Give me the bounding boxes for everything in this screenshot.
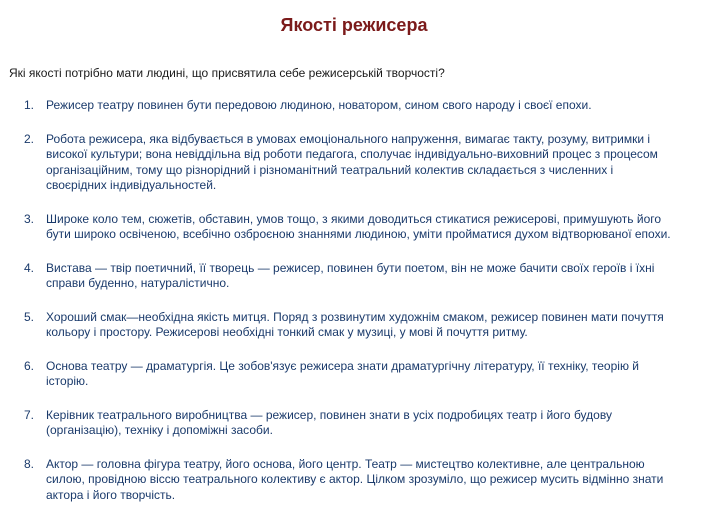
item-number: 6. <box>24 358 35 373</box>
list-item <box>0 310 708 341</box>
list-item <box>0 457 708 504</box>
item-number: 8. <box>24 456 35 471</box>
item-text: Робота режисера, яка відбувається в умовах емоціонального напруження, вимагає такту, розуму, витримки і високої культури; вона невіддільна від роботи педагога, сполучає індивідуально-виховний процес з процесом організаційним, тому що різнорідний і різноманітний театральний колектив складається з численних і своєрідних індивідуальностей. <box>46 131 658 192</box>
item-number: 7. <box>24 407 35 422</box>
item-text: Хороший смак—необхідна якість митця. Поряд з розвинутим художнім смаком, режисер повинен мати почуття кольору і простору. Режисерові необхідні тонкий смак у музиці, у мові й почуття ритму. <box>46 309 664 339</box>
item-number: 5. <box>24 309 35 324</box>
qualities-list <box>0 98 708 521</box>
item-number: 2. <box>24 131 35 146</box>
list-item <box>0 212 708 243</box>
item-number: 4. <box>24 260 35 275</box>
item-number: 3. <box>24 211 35 226</box>
item-number: 1. <box>24 98 35 112</box>
list-item <box>0 359 708 390</box>
item-text: Широке коло тем, сюжетів, обставин, умов тощо, з якими доводиться стикатися режисерові, примушують його бути широко освіченою, всебічно озброєною знаннями людиною, уміти пройматися духом відтворюваної епохи. <box>46 211 671 241</box>
list-item <box>0 98 708 114</box>
list-item <box>0 408 708 439</box>
item-text: Керівник театрального виробництва — режисер, повинен знати в усіх подробицях театр і його будову (організацію), техніку і допоміжні засоби. <box>46 407 612 437</box>
item-text: Режисер театру повинен бути передовою людиною, новатором, сином свого народу і своєї епохи. <box>46 98 592 112</box>
page-title: Якості режисера <box>280 15 428 35</box>
item-text: Актор — головна фігура театру, його основа, його центр. Театр — мистецтво колективне, але центральною силою, провідною віссю театрального колективу є актор. Цілком зрозуміло, що режисер мусить відмінно знати актора і його творчість. <box>46 456 664 502</box>
intro-question: Які якості потрібно мати людині, що присвятила себе режисерській творчості? <box>9 66 445 80</box>
list-item <box>0 261 708 292</box>
item-text: Основа театру — драматургія. Це зобов'язує режисера знати драматургічну літературу, її техніку, теорію й історію. <box>46 358 639 388</box>
list-item <box>0 132 708 194</box>
item-text: Вистава — твір поетичний, її творець — режисер, повинен бути поетом, він не може бачити своїх героїв і їхні справи буденно, натуралістично. <box>46 260 655 290</box>
